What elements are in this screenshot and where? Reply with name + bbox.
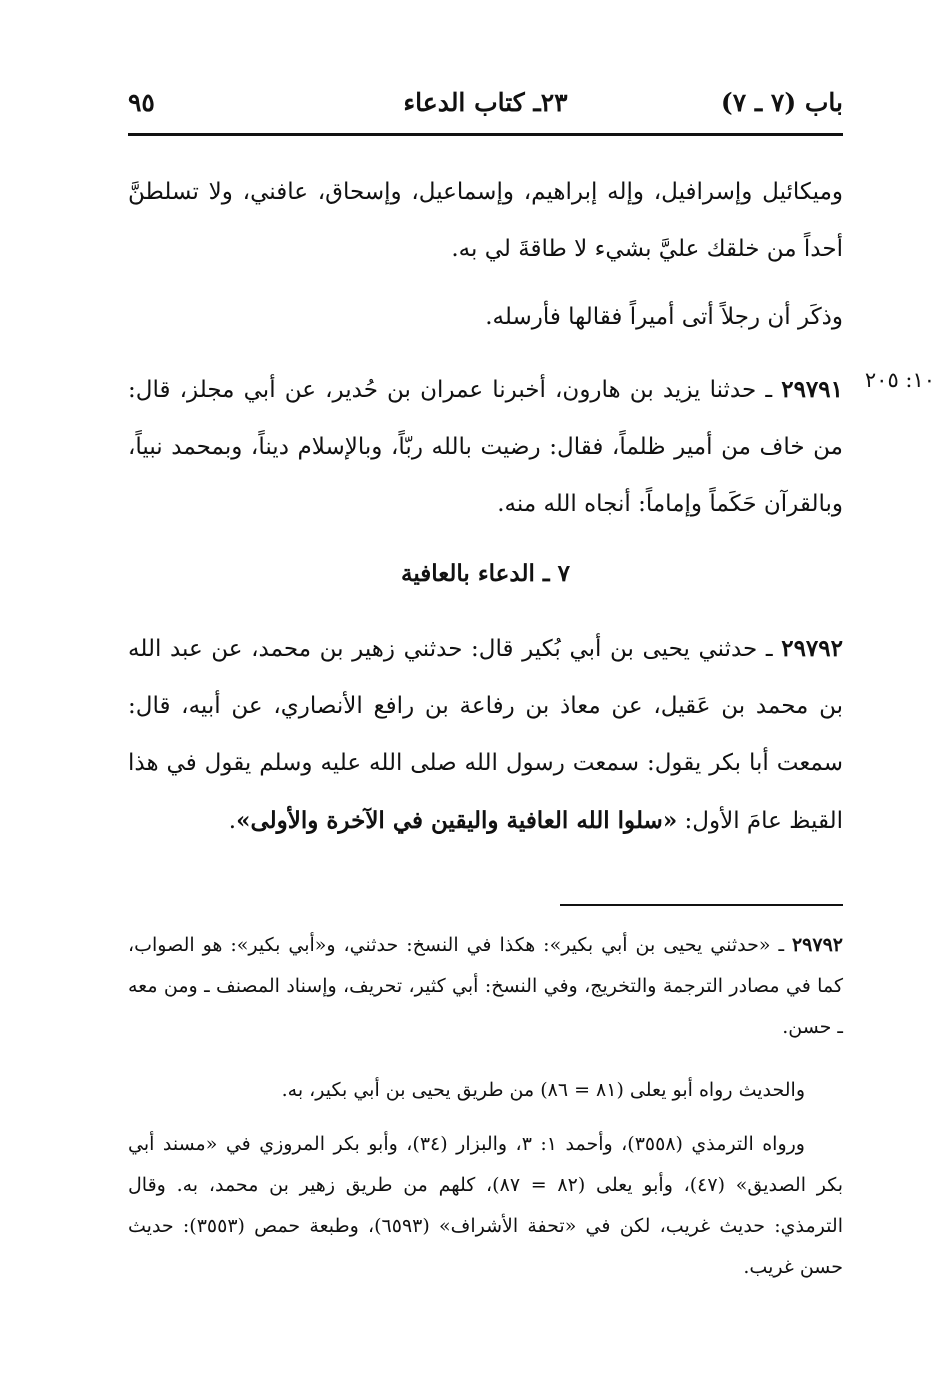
footnote-text: ـ «حدثني يحيى بن أبي بكير»: هكذا في النسخ: حدثني، و«أبي بكير»: هو الصواب، كما في مصادر الترجمة والتخريج، وفي النسخ: أبي كثير، تحريف، وإسناد المصنف ـ ومن معه ـ حسن.: [128, 934, 843, 1038]
page-header: [128, 88, 843, 124]
hadith-text: ـ حدثني يحيى بن أبي بُكير قال: حدثني زهير بن محمد، عن عبد الله بن محمد بن عَقيل، عن معاذ بن رفاعة بن رافع الأنصاري، عن أبيه، قال: سمعت أبا بكر يقول: سمعت رسول الله صلى الله عليه وسلم يقول في هذا القيظ عامَ الأول:: [128, 636, 843, 834]
section-title: ٧ ـ الدعاء بالعافية: [401, 560, 570, 587]
page-number: ٩٥: [128, 88, 155, 117]
margin-reference: ١٠: ٢٠٥: [864, 368, 936, 392]
footnote-2: والحديث رواه أبو يعلى (٨١ = ٨٦) من طريق يحيى بن أبي بكير، به.: [281, 1079, 805, 1101]
hadith-29792: [128, 620, 843, 850]
header-rule: [128, 133, 843, 136]
footnote-number: ٢٩٧٩٢: [791, 934, 843, 956]
hadith-text: ـ حدثنا يزيد بن هارون، أخبرنا عمران بن حُدير، عن أبي مجلز، قال: من خاف من أمير ظلماً، فقال: رضيت بالله ربّاً، وبالإسلام ديناً، وبمحمد نبياً، وبالقرآن حَكَماً وإماماً: أنجاه الله منه.: [128, 377, 843, 517]
hadith-quote: «سلوا الله العافية واليقين في الآخرة والأولى»: [236, 807, 678, 834]
footnote-1: [128, 925, 843, 1048]
hadith-number: ٢٩٧٩٢: [781, 635, 843, 662]
hadith-number: ٢٩٧٩١: [781, 376, 843, 403]
footnote-3: ورواه الترمذي (٣٥٥٨)، وأحمد ١: ٣، والبزار (٣٤)، وأبو بكر المروزي في «مسند أبي بكر الصديق» (٤٧)، وأبو يعلى (٨٢ = ٨٧)، كلهم من طريق زهير بن محمد، به. وقال الترمذي: حديث غريب، لكن في «تحفة الأشراف» (٦٥٩٣)، وطبعة حمص (٣٥٥٣): حديث حسن غريب.: [128, 1133, 843, 1278]
paragraph-supplication: وميكائيل وإسرافيل، وإله إبراهيم، وإسماعيل، وإسحاق، عافني، ولا تسلطنَّ أحداً من خلقك عليَّ بشيء لا طاقةَ لي به.: [128, 179, 843, 262]
paragraph-narration-note: وذكَر أن رجلاً أتى أميراً فقالها فأرسله.: [485, 304, 843, 330]
footnote-rule: [560, 904, 843, 906]
hadith-end: .: [228, 808, 237, 834]
chapter-reference: باب (٧ ـ ٧): [720, 88, 843, 117]
hadith-29791: [128, 361, 843, 533]
book-title: ٢٣ـ كتاب الدعاء: [403, 88, 568, 117]
